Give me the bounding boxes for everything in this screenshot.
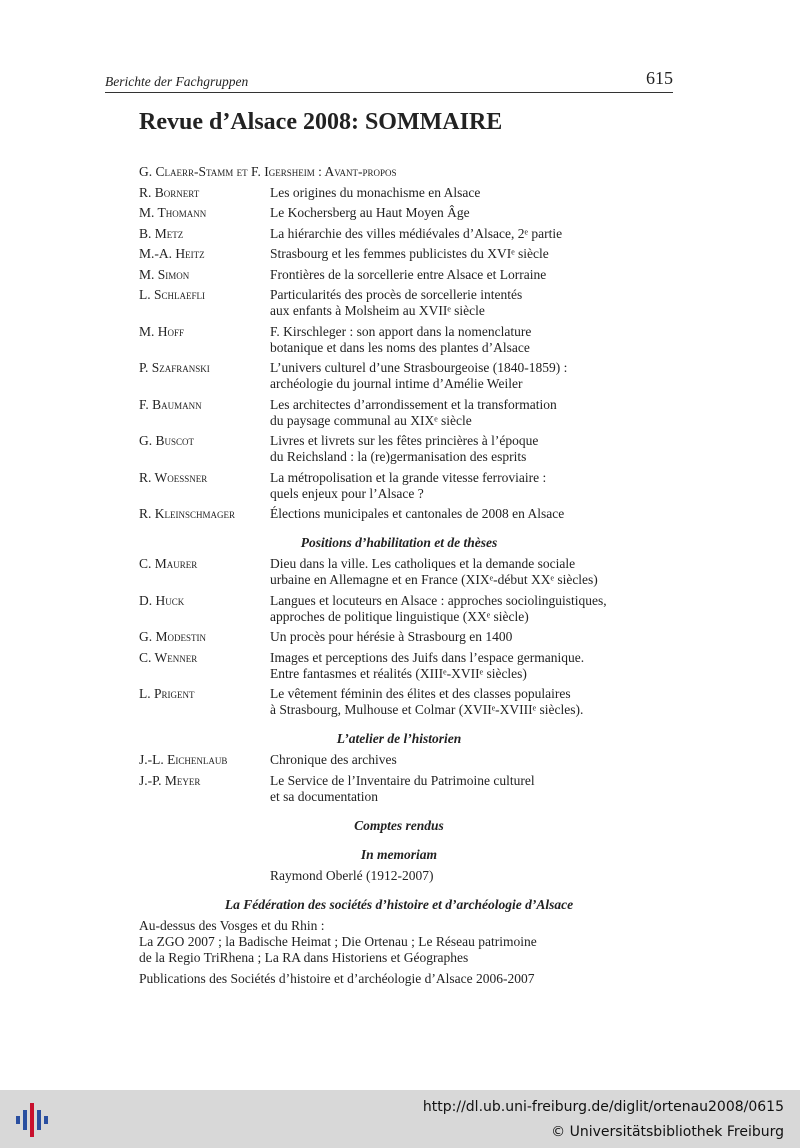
entry-title — [270, 397, 659, 429]
entry-author: R. Bornert — [139, 184, 200, 200]
entry-title — [270, 686, 659, 718]
entry-author: R. Woessner — [139, 469, 208, 485]
entry-title — [270, 267, 659, 283]
entry-title — [270, 556, 659, 588]
entry-author: C. Maurer — [139, 556, 198, 571]
running-title: Berichte der Fachgruppen — [105, 74, 249, 89]
entry-title — [270, 360, 659, 392]
library-logo-icon — [12, 1100, 52, 1140]
entry-author: J.-P. Meyer — [139, 772, 201, 788]
entry-title-line: botanique et dans les noms des plantes d’Alsace — [270, 339, 530, 355]
entry-author: M. Hoff — [139, 323, 185, 339]
entry-title-line: Langues et locuteurs en Alsace : approches sociolinguistiques, — [270, 592, 607, 608]
entry-title — [270, 629, 659, 645]
toc-entry — [139, 287, 659, 319]
positions-list — [139, 556, 659, 718]
source-url[interactable]: http://dl.ub.uni-freiburg.de/diglit/ortenau2008/0615 — [422, 1099, 784, 1115]
entry-author: P. Szafranski — [139, 360, 210, 375]
entry-author: M. Thomann — [139, 205, 207, 220]
toc-entry — [139, 226, 659, 242]
entries-list — [139, 185, 659, 523]
entry-author: G. Modestin — [139, 629, 206, 644]
entry-title — [270, 324, 659, 356]
entry-title-line: Le vêtement féminin des élites et des classes populaires — [270, 686, 571, 701]
entry-title-line: F. Kirschleger : son apport dans la nomenclature — [270, 323, 532, 339]
toc-entry — [139, 397, 659, 429]
entry-author: M. Simon — [139, 266, 190, 282]
entry-author: D. Huck — [139, 592, 185, 608]
toc-entry — [139, 773, 659, 805]
entry-title-line: à Strasbourg, Mulhouse et Colmar (XVIIᵉ-XVIIIᵉ siècles). — [270, 702, 584, 717]
toc-entry — [139, 360, 659, 392]
toc-entry — [139, 205, 659, 221]
entry-title-line: du Reichsland : la (re)germanisation des esprits — [270, 449, 527, 464]
copyright-notice: © Universitätsbibliothek Freiburg — [551, 1124, 784, 1140]
toc-entry — [139, 593, 659, 625]
memoriam-item: Raymond Oberlé (1912-2007) — [270, 867, 434, 883]
entry-title — [270, 650, 659, 682]
federation-line: de la Regio TriRhena ; La RA dans Historiens et Géographes — [139, 949, 469, 965]
entry-title-line: Les architectes d’arrondissement et la transformation — [270, 396, 557, 412]
entry-title-line: approches de politique linguistique (XXᵉ siècle) — [270, 608, 529, 624]
entry-title-line: Le Service de l’Inventaire du Patrimoine culturel — [270, 772, 535, 788]
entry-title — [270, 433, 659, 465]
toc-entry — [139, 686, 659, 718]
federation-block — [139, 918, 659, 987]
entry-title — [270, 773, 659, 805]
toc-entry — [139, 324, 659, 356]
entry-title-line: Frontières de la sorcellerie entre Alsace et Lorraine — [270, 266, 547, 282]
intro-entry-text: G. Claerr-Stamm et F. Igersheim : Avant-propos — [139, 164, 397, 179]
toc-entry — [139, 650, 659, 682]
entry-title-line: et sa documentation — [270, 788, 378, 804]
entry-title — [270, 246, 659, 262]
entry-title-line: quels enjeux pour l’Alsace ? — [270, 485, 424, 501]
running-head — [105, 68, 673, 93]
entry-title — [270, 205, 659, 221]
entry-title-line: du paysage communal au XIXᵉ siècle — [270, 412, 472, 428]
toc-entry — [139, 433, 659, 465]
intro-entry — [139, 164, 659, 180]
section-heading-federation: La Fédération des sociétés d’histoire et d’archéologie d’Alsace — [224, 896, 574, 912]
toc-entry — [139, 246, 659, 262]
entry-author: L. Prigent — [139, 686, 195, 701]
entry-title-line: Livres et livrets sur les fêtes princières à l’époque — [270, 433, 539, 448]
entry-author: G. Buscot — [139, 433, 195, 448]
entry-title — [270, 752, 659, 768]
toc-entry — [139, 470, 659, 502]
entry-title-line: urbaine en Allemagne et en France (XIXᵉ-début XXᵉ siècles) — [270, 572, 598, 587]
entry-title — [270, 593, 659, 625]
section-heading-comptes: Comptes rendus — [354, 817, 444, 833]
entry-title — [270, 506, 659, 522]
entry-author: J.-L. Eichenlaub — [139, 752, 228, 767]
entry-title-line: Images et perceptions des Juifs dans l’espace germanique. — [270, 649, 585, 665]
entry-author: L. Schlaefli — [139, 287, 206, 302]
table-of-contents — [139, 164, 659, 987]
federation-line: La ZGO 2007 ; la Badische Heimat ; Die Ortenau ; Le Réseau patrimoine — [139, 933, 537, 949]
entry-title — [270, 287, 659, 319]
entry-title-line: Le Kochersberg au Haut Moyen Âge — [270, 205, 470, 220]
footer-bar — [0, 1090, 800, 1148]
entry-title-line: aux enfants à Molsheim au XVIIᵉ siècle — [270, 303, 485, 318]
atelier-list — [139, 752, 659, 805]
entry-title-line: Entre fantasmes et réalités (XIIIᵉ-XVIIᵉ siècles) — [270, 665, 527, 681]
entry-author: M.-A. Heitz — [139, 246, 205, 261]
toc-entry — [139, 556, 659, 588]
entry-title-line: Élections municipales et cantonales de 2008 en Alsace — [270, 506, 565, 521]
section-heading-memoriam: In memoriam — [360, 846, 438, 862]
entry-title-line: L’univers culturel d’une Strasbourgeoise (1840-1859) : — [270, 360, 568, 375]
toc-entry — [139, 629, 659, 645]
entry-title-line: Les origines du monachisme en Alsace — [270, 184, 481, 200]
federation-line: Au-dessus des Vosges et du Rhin : — [139, 917, 325, 933]
entry-author: C. Wenner — [139, 649, 198, 665]
entry-author: B. Metz — [139, 225, 184, 241]
federation-line: Publications des Sociétés d’histoire et d’archéologie d’Alsace 2006-2007 — [139, 970, 535, 986]
entry-title-line: Dieu dans la ville. Les catholiques et la demande sociale — [270, 556, 576, 571]
entry-title-line: Chronique des archives — [270, 752, 397, 767]
entry-title-line: Un procès pour hérésie à Strasbourg en 1400 — [270, 629, 513, 644]
toc-entry — [139, 506, 659, 522]
toc-entry — [139, 267, 659, 283]
toc-entry — [139, 185, 659, 201]
entry-title — [270, 470, 659, 502]
page-title: Revue d’Alsace 2008: SOMMAIRE — [139, 109, 503, 135]
entry-title-line: La métropolisation et la grande vitesse ferroviaire : — [270, 469, 547, 485]
entry-author: F. Baumann — [139, 396, 202, 412]
entry-title-line: archéologie du journal intime d’Amélie Weiler — [270, 376, 523, 391]
entry-title-line: Particularités des procès de sorcellerie intentés — [270, 287, 523, 302]
entry-author: R. Kleinschmager — [139, 506, 236, 521]
section-heading-positions: Positions d’habilitation et de thèses — [300, 535, 498, 550]
section-heading-atelier: L’atelier de l’historien — [336, 731, 462, 746]
toc-entry — [139, 752, 659, 768]
entry-title — [270, 226, 659, 242]
entry-title-line: La hiérarchie des villes médiévales d’Alsace, 2ᵉ partie — [270, 225, 563, 241]
page-number: 615 — [646, 68, 673, 88]
entry-title — [270, 185, 659, 201]
entry-title-line: Strasbourg et les femmes publicistes du XVIᵉ siècle — [270, 246, 549, 261]
